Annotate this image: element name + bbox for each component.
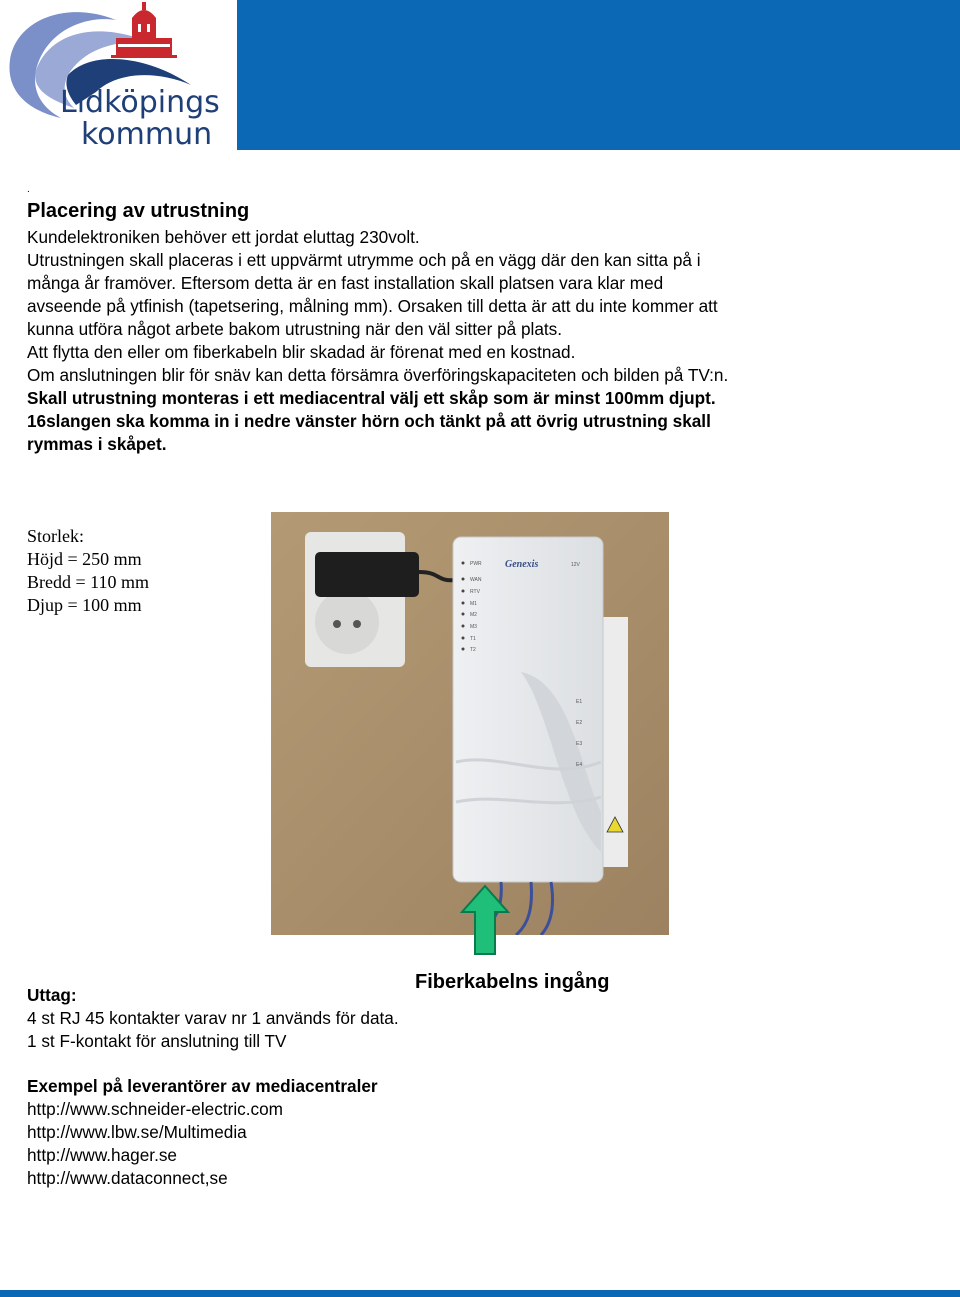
router-brand: Genexis xyxy=(505,559,539,570)
led-label: M2 xyxy=(470,612,477,618)
led-label: WAN xyxy=(470,577,482,583)
led-label: M3 xyxy=(470,624,477,630)
placement-line: Kundelektroniken behöver ett jordat eluttag 230volt. xyxy=(27,227,420,247)
logo-line1: Lidköpings xyxy=(60,85,220,120)
size-depth: Djup = 100 mm xyxy=(27,595,142,615)
placement-bold-line: Skall utrustning monteras i ett mediacentral välj ett skåp som är minst 100mm djupt. xyxy=(27,388,716,408)
supplier-link[interactable]: http://www.hager.se xyxy=(27,1145,177,1165)
placement-text xyxy=(27,226,907,456)
led-label: RTV xyxy=(470,589,480,595)
placement-line: Om anslutningen blir för snäv kan detta försämra överföringskapaciteten och bilden på TV:n. xyxy=(27,365,729,385)
logo-line2: kommun xyxy=(81,117,213,152)
outlets-line: 4 st RJ 45 kontakter varav nr 1 används för data. xyxy=(27,1008,399,1028)
port-label: E2 xyxy=(576,720,583,726)
port-label: E1 xyxy=(576,699,583,705)
suppliers-section xyxy=(27,1075,378,1190)
placement-line: kunna utföra något arbete bakom utrustning när den väl sitter på plats. xyxy=(27,319,563,339)
power-adapter-icon xyxy=(315,552,419,597)
led-label: T1 xyxy=(470,636,476,642)
led-label: T2 xyxy=(470,647,476,653)
supplier-link[interactable]: http://www.schneider-electric.com xyxy=(27,1099,283,1119)
equipment-photo xyxy=(271,512,669,935)
section-marker: . xyxy=(27,184,30,195)
suppliers-heading: Exempel på leverantörer av mediacentraler xyxy=(27,1076,378,1096)
footer-bar xyxy=(0,1290,960,1297)
outlets-line: 1 st F-kontakt för anslutning till TV xyxy=(27,1031,287,1051)
size-heading: Storlek: xyxy=(27,526,84,546)
led-label: PWR xyxy=(470,561,482,567)
placement-line: avseende på ytfinish (tapetsering, målning mm). Orsaken till detta är att du inte kommer att xyxy=(27,296,718,316)
placement-title: Placering av utrustning xyxy=(27,200,250,222)
outlets-heading: Uttag: xyxy=(27,985,77,1005)
size-width: Bredd = 110 mm xyxy=(27,572,149,592)
placement-line: Utrustningen skall placeras i ett uppvärmt utrymme och på en vägg där den kan sitta på i xyxy=(27,250,701,270)
supplier-link[interactable]: http://www.dataconnect,se xyxy=(27,1168,228,1188)
outlets-section xyxy=(27,984,399,1053)
placement-bold-line: rymmas i skåpet. xyxy=(27,434,167,454)
led-label: M1 xyxy=(470,601,477,607)
supplier-link[interactable]: http://www.lbw.se/Multimedia xyxy=(27,1122,247,1142)
header-banner xyxy=(237,0,960,150)
placement-line: många år framöver. Eftersom detta är en fast installation skall platsen vara klar med xyxy=(27,273,664,293)
voltage-label: 12V xyxy=(571,562,580,568)
municipality-logo xyxy=(6,0,220,160)
fiber-entry-label: Fiberkabelns ingång xyxy=(415,971,610,993)
placement-bold-line: 16slangen ska komma in i nedre vänster hörn och tänkt på att övrig utrustning skall xyxy=(27,411,711,431)
port-label: E3 xyxy=(576,741,583,747)
size-specs xyxy=(27,525,149,617)
size-height: Höjd = 250 mm xyxy=(27,549,142,569)
fiber-entry-arrow-icon xyxy=(460,884,510,956)
port-label: E4 xyxy=(576,762,583,768)
placement-line: Att flytta den eller om fiberkabeln blir skadad är förenat med en kostnad. xyxy=(27,342,576,362)
